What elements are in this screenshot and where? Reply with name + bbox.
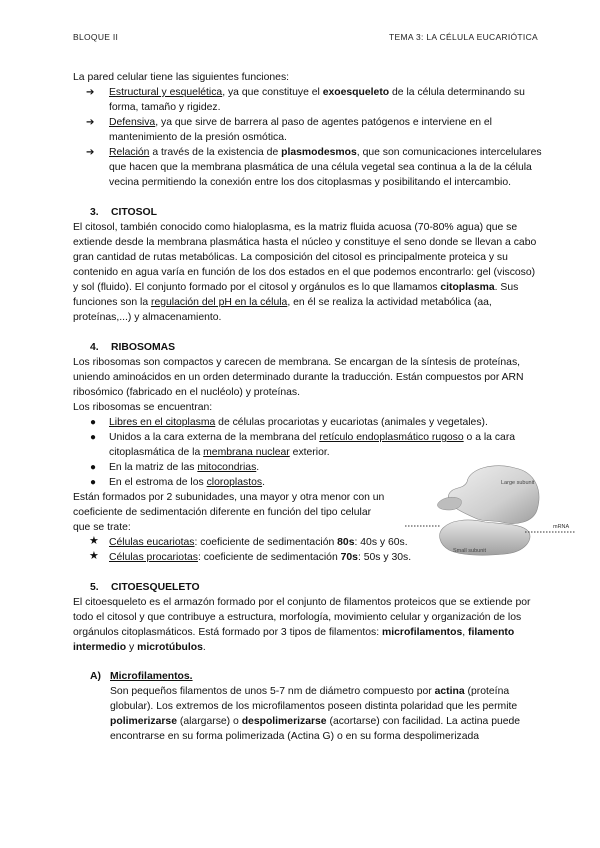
bold-term: 80s (337, 537, 355, 548)
text: y (126, 642, 138, 653)
list-item (73, 85, 543, 115)
subsection-title: Microfilamentos. (110, 671, 193, 682)
underlined-term: Células eucariotas (109, 537, 195, 548)
bold-term: polimerizarse (110, 716, 177, 727)
bold-term: exoesqueleto (322, 87, 390, 98)
subsection-letter: A) (90, 671, 101, 682)
text: (acortarse) con facilidad. La actina puede encontrarse en su forma polimerizada (Actina G) o en su forma despolimerizada (110, 716, 521, 742)
underlined-term: retículo endoplasmático rugoso (319, 432, 464, 443)
text: El citosol, también conocido como hialoplasma, es la matriz fluida acuosa (70-80% agua) que se extiende desde la membrana plasmática hasta el núcleo y constituye el seno donde se llevan a cabo gran cantidad de rutas metabólicas. La composición del citosol es principalmente proteica y su contenido en agua varía en función de los dos estados en el que podemos encontrarlo: gel (viscoso) y sol (fluido). El conjunto formado por el citosol y orgánulos es lo que llamamos (73, 222, 537, 293)
microfilamentos-paragraph (73, 684, 543, 744)
underlined-term: regulación del pH en la célula (150, 297, 288, 308)
arrow-icon: ➔ (86, 117, 95, 128)
list-item (73, 415, 543, 430)
large-subunit-label: Large subunit (501, 480, 535, 486)
section-title: RIBOSOMAS (111, 342, 176, 353)
list-item (73, 535, 424, 550)
bullet-icon: ● (90, 432, 97, 443)
groove-shape (437, 497, 461, 510)
text: , ya que constituye el (222, 87, 323, 98)
arrow-icon: ➔ (86, 87, 95, 98)
text: : coeficiente de sedimentación (194, 537, 338, 548)
list-item (73, 145, 543, 190)
bold-term: microtúbulos (137, 642, 203, 653)
bold-term: citoplasma (440, 282, 495, 293)
section-number: 3. (90, 207, 99, 218)
header-left: BLOQUE II (73, 32, 119, 42)
ribosomas-paragraph: Los ribosomas son compactos y carecen de membrana. Se encargan de la síntesis de proteínas, uniendo aminoácidos en un orden determinado durante la traducción. Están compuestos por ARN ribosómico (fabricado en el nucléolo) y proteínas. (73, 357, 524, 398)
list-item (73, 115, 543, 145)
mrna-label: mRNA (553, 524, 570, 530)
bold-term: microfilamentos (382, 627, 463, 638)
ribosomas-location-intro: Los ribosomas se encuentran: (73, 402, 213, 413)
text: En el estroma de los (109, 477, 207, 488)
text: exterior. (289, 447, 330, 458)
text: , en él se realiza la actividad metabólica (aa, proteínas,...) y almacenamiento. (73, 297, 492, 323)
bullet-icon: ● (90, 417, 97, 428)
bullet-icon: ● (90, 477, 97, 488)
text: , ya que sirve de barrera al paso de agentes patógenos e interviene en el mantenimiento de la presión osmótica. (109, 117, 492, 143)
section-heading-citoesqueleto (73, 580, 543, 595)
section-number: 5. (90, 582, 99, 593)
term: Defensiva (109, 117, 156, 128)
text: , (462, 627, 469, 638)
text: En la matriz de las (109, 462, 198, 473)
list-item (73, 430, 543, 460)
underlined-term: Libres en el citoplasma (109, 417, 216, 428)
underlined-term: mitocondrias (197, 462, 257, 473)
text: a través de la existencia de (149, 147, 282, 158)
underlined-term: cloroplastos (206, 477, 263, 488)
pared-intro: La pared celular tiene las siguientes funciones: (73, 72, 290, 83)
text: de células procariotas y eucariotas (animales y vegetales). (215, 417, 488, 428)
star-icon: ★ (89, 550, 99, 562)
small-subunit-label: Small subunit (453, 548, 487, 554)
citoesqueleto-paragraph (73, 595, 543, 655)
text: (alargarse) o (177, 716, 242, 727)
text: . (256, 462, 260, 473)
large-subunit-shape (448, 466, 539, 524)
bold-term: 70s (340, 552, 358, 563)
citosol-paragraph (73, 220, 543, 325)
text: : coeficiente de sedimentación (197, 552, 341, 563)
bold-term: actina (434, 686, 465, 697)
bullet-icon: ● (90, 462, 97, 473)
text: de la célula determinando su forma, tamaño y rigidez. (109, 87, 525, 113)
bold-term: despolimerizarse (241, 716, 327, 727)
text: o a la cara citoplasmática de la (109, 432, 516, 458)
section-heading-ribosomas (73, 340, 543, 355)
bold-term: filamento intermedio (73, 627, 515, 653)
text: . (262, 477, 265, 488)
ribosome-figure (405, 460, 575, 565)
text: El citoesqueleto es el armazón formado por el conjunto de filamentos proteicos que se extiende por todo el citosol y que contribuye a estructura, morfología, movimiento celular y organización de los orgánulos citoplasmáticos. Está formado por 3 tipos de filamentos: (73, 597, 531, 638)
bold-term: plasmodesmos (281, 147, 357, 158)
section-heading-citosol (73, 205, 543, 220)
section-title: CITOSOL (111, 207, 157, 218)
text: : 50s y 30s. (357, 552, 412, 563)
page-content (73, 70, 543, 744)
underlined-term: membrana nuclear (203, 447, 290, 458)
text: Son pequeños filamentos de unos 5-7 nm de diámetro compuesto por (110, 686, 435, 697)
text: (proteína globular). Los extremos de los microfilamentos poseen distinta polaridad que les permite (110, 686, 518, 712)
text: , que son comunicaciones intercelulares que hacen que la membrana plasmática de una célula vegetal sea continua a la de la célula vecina permitiendo la conexión entre los dos citoplasmas y posibilitando el intercambio. (109, 147, 542, 188)
term: Estructural y esquelética (109, 87, 223, 98)
pared-functions-list (73, 85, 543, 190)
underlined-term: Células procariotas (109, 552, 198, 563)
section-number: 4. (90, 342, 99, 353)
section-title: CITOESQUELETO (111, 582, 200, 593)
text: : 40s y 60s. (354, 537, 408, 548)
text: . (202, 642, 206, 653)
text: Unidos a la cara externa de la membrana del (109, 432, 320, 443)
header-right: TEMA 3: LA CÉLULA EUCARIÓTICA (389, 32, 538, 42)
star-icon: ★ (89, 535, 99, 547)
ribosomas-subunits-paragraph: Están formados por 2 subunidades, una mayor y otra menor con un coeficiente de sedimentación diferente en función del tipo celular que se trate: (73, 492, 385, 533)
text: . Sus funciones son la (73, 282, 519, 308)
term: Relación (109, 147, 150, 158)
arrow-icon: ➔ (86, 147, 95, 158)
subsection-heading-microfilamentos (73, 669, 543, 684)
